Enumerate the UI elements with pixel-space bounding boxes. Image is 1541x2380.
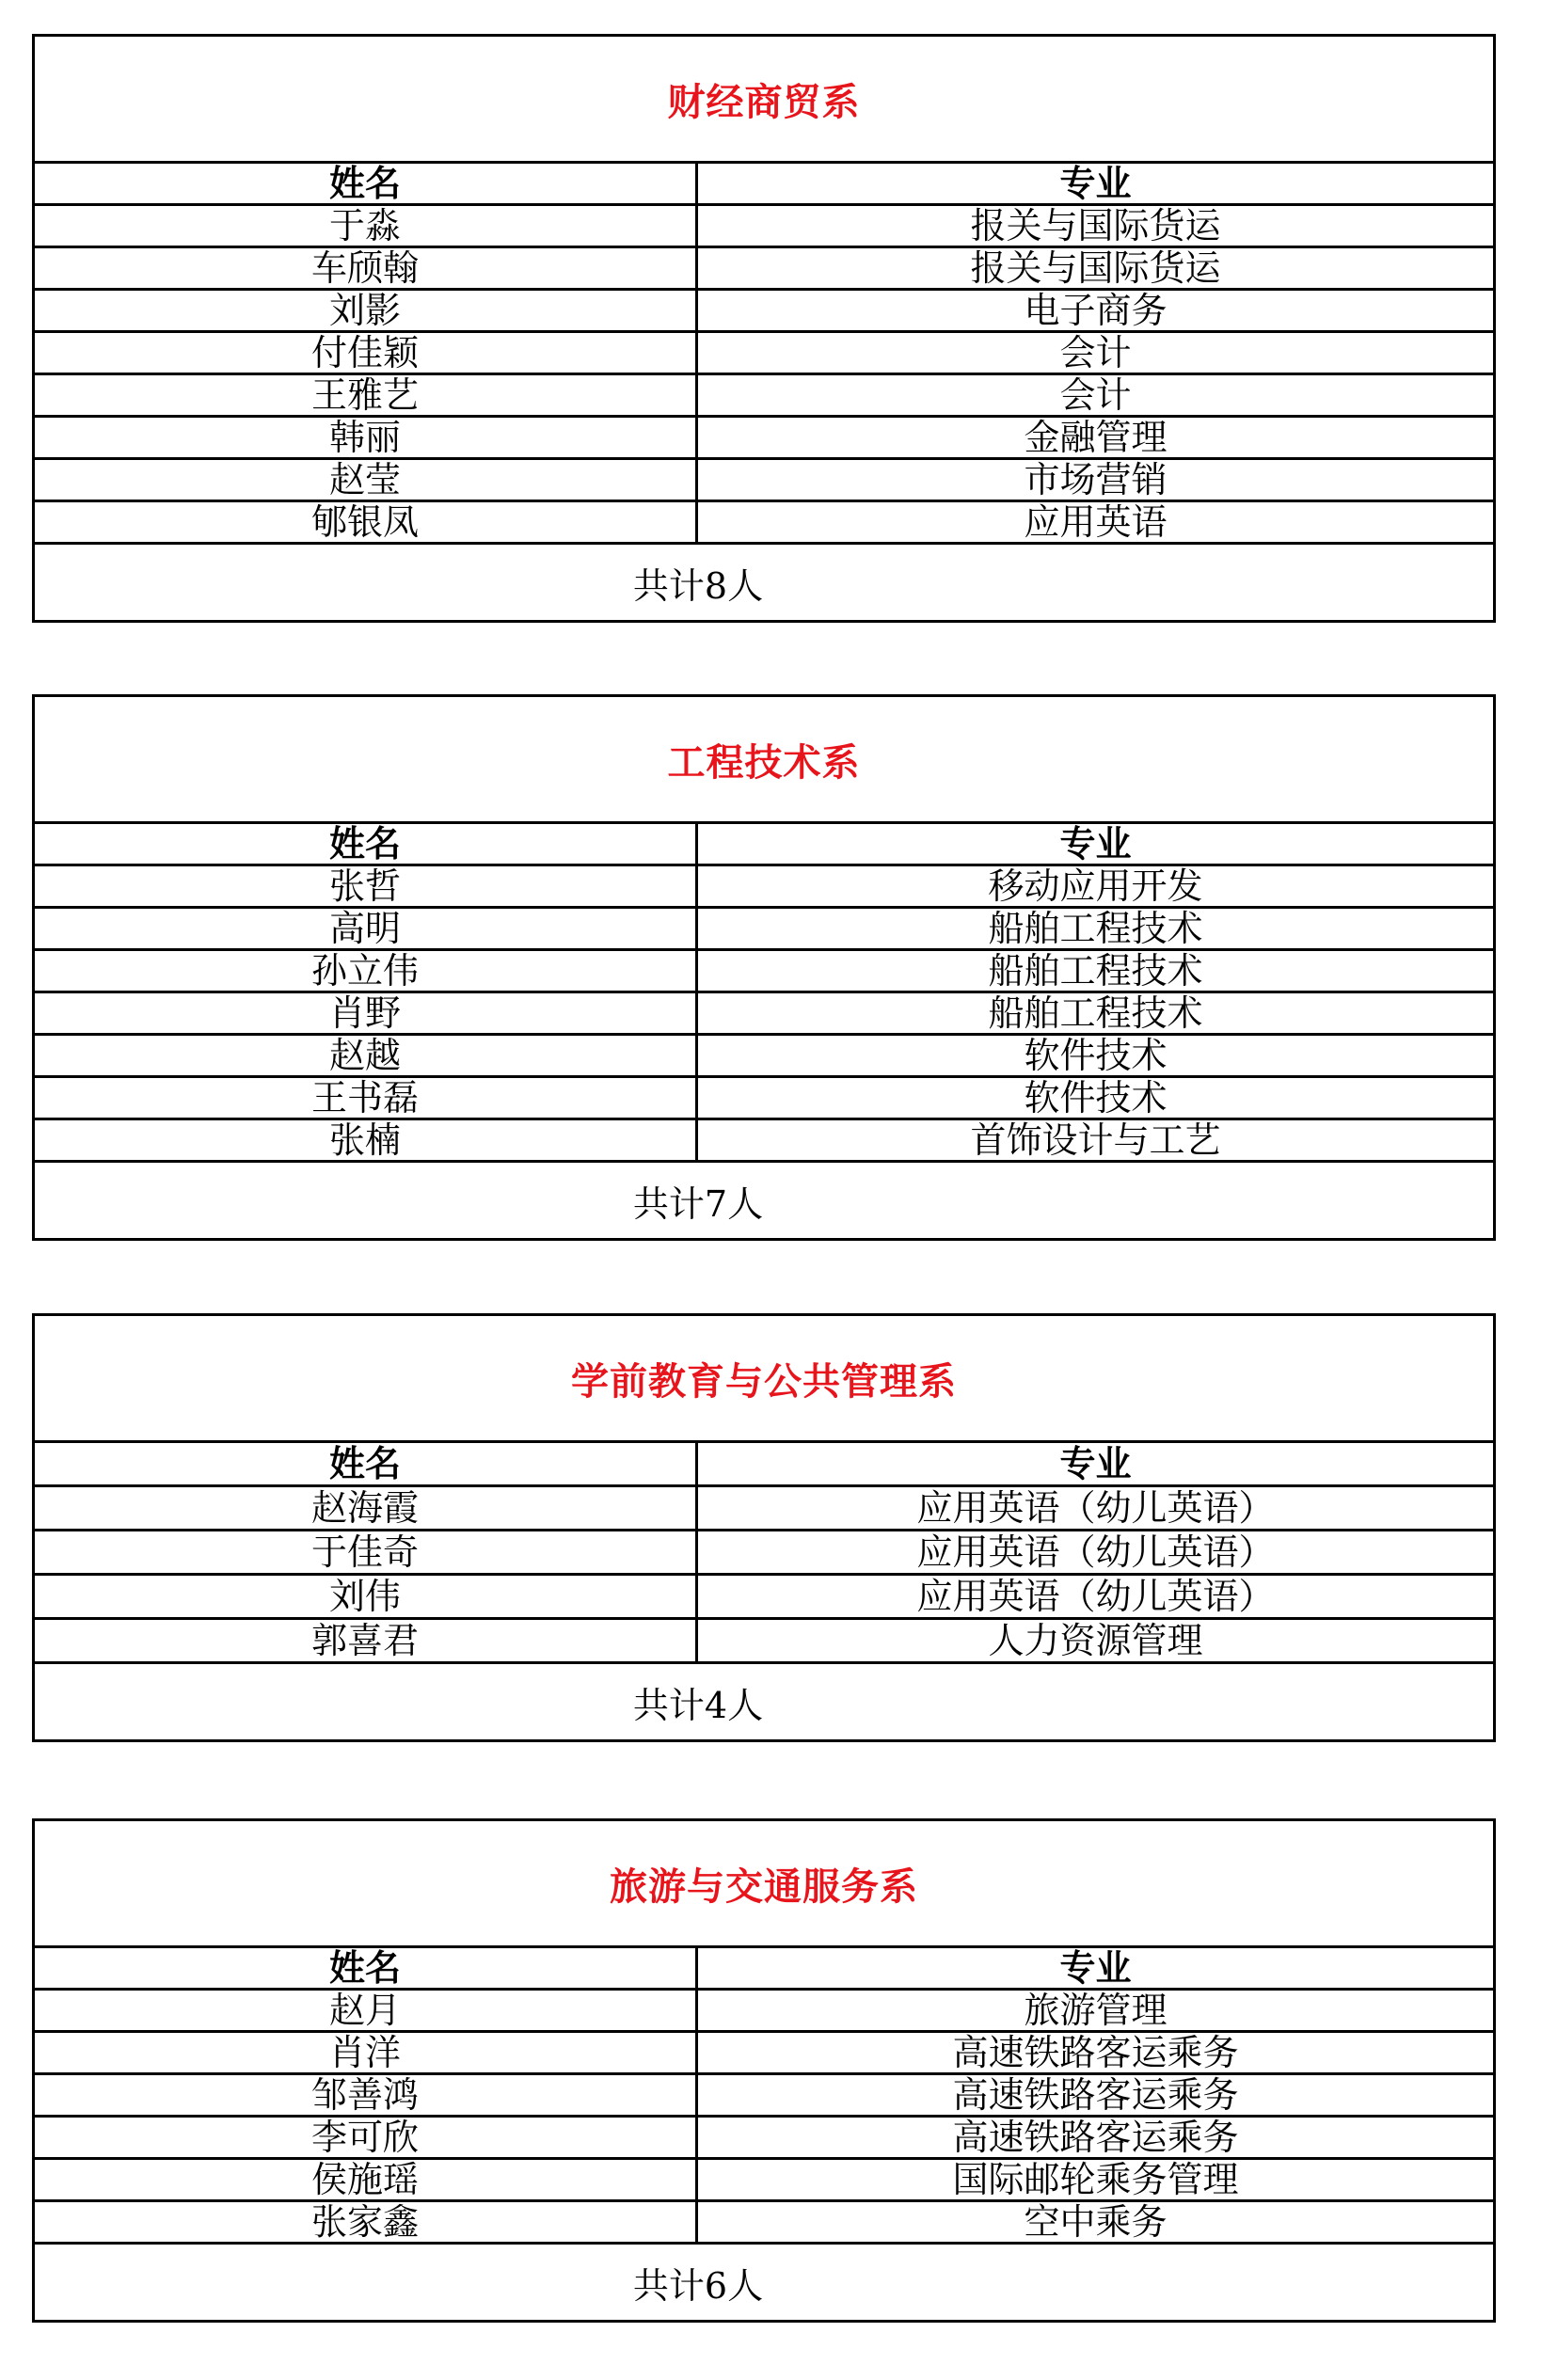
major-cell: 应用英语 <box>1024 502 1168 542</box>
student-name-cell: 李可欣 <box>35 2118 698 2157</box>
major-cell: 移动应用开发 <box>988 866 1203 906</box>
major-cell: 船舶工程技术 <box>988 993 1203 1033</box>
student-name-cell: 郭喜君 <box>35 1620 698 1661</box>
table-header-row <box>35 164 1493 206</box>
table-row <box>35 1036 1493 1078</box>
table-row <box>35 1576 1493 1620</box>
student-name-cell: 赵莹 <box>35 460 698 500</box>
table-row <box>35 418 1493 460</box>
table-row <box>35 1078 1493 1120</box>
major-column-header: 专业 <box>1059 1443 1132 1484</box>
name-column-header: 姓名 <box>35 164 698 203</box>
student-name-cell: 刘伟 <box>35 1576 698 1617</box>
major-cell: 应用英语（幼儿英语） <box>916 1487 1275 1529</box>
major-cell: 软件技术 <box>1024 1036 1168 1075</box>
table-header-row <box>35 824 1493 866</box>
major-cell: 会计 <box>1059 333 1132 373</box>
student-name-cell: 张楠 <box>35 1120 698 1160</box>
major-column-header: 专业 <box>1059 1948 1132 1988</box>
student-name-cell: 邹善鸿 <box>35 2075 698 2115</box>
table-row <box>35 866 1493 909</box>
student-name-cell: 赵海霞 <box>35 1487 698 1529</box>
major-cell: 电子商务 <box>1024 291 1168 330</box>
student-name-cell: 车颀翰 <box>35 248 698 288</box>
name-column-header: 姓名 <box>35 824 698 864</box>
major-cell: 旅游管理 <box>1024 1991 1168 2030</box>
student-name-cell: 高明 <box>35 909 698 948</box>
table-row <box>35 1487 1493 1531</box>
student-name-cell: 于佳奇 <box>35 1531 698 1573</box>
major-cell: 应用英语（幼儿英语） <box>916 1576 1275 1617</box>
table-row <box>35 206 1493 248</box>
table-row <box>35 993 1493 1036</box>
student-name-cell: 孙立伟 <box>35 951 698 991</box>
department-section <box>32 694 1496 1241</box>
major-cell: 高速铁路客运乘务 <box>952 2118 1239 2157</box>
major-cell: 高速铁路客运乘务 <box>952 2033 1239 2072</box>
table-row <box>35 375 1493 418</box>
major-cell: 软件技术 <box>1024 1078 1168 1118</box>
department-section <box>32 1313 1496 1742</box>
total-count: 共计6人 <box>632 2264 764 2307</box>
student-name-cell: 肖野 <box>35 993 698 1033</box>
student-name-cell: 王雅艺 <box>35 375 698 415</box>
student-name-cell: 韩丽 <box>35 418 698 457</box>
student-name-cell: 刘影 <box>35 291 698 330</box>
table-row <box>35 502 1493 545</box>
table-row <box>35 2118 1493 2160</box>
major-column-header: 专业 <box>1059 824 1132 864</box>
department-title: 工程技术系 <box>35 697 1493 824</box>
student-name-cell: 王书磊 <box>35 1078 698 1118</box>
major-cell: 报关与国际货运 <box>970 248 1221 288</box>
table-row <box>35 909 1493 951</box>
major-cell: 首饰设计与工艺 <box>970 1120 1221 1160</box>
table-row <box>35 291 1493 333</box>
major-cell: 船舶工程技术 <box>988 909 1203 948</box>
table-row <box>35 2075 1493 2118</box>
student-name-cell: 于淼 <box>35 206 698 246</box>
table-row <box>35 1120 1493 1163</box>
table-row <box>35 460 1493 502</box>
major-cell: 船舶工程技术 <box>988 951 1203 991</box>
department-section <box>32 34 1496 623</box>
table-row <box>35 2033 1493 2075</box>
table-header-row <box>35 1948 1493 1991</box>
table-row <box>35 248 1493 291</box>
major-cell: 市场营销 <box>1024 460 1168 500</box>
table-row <box>35 2202 1493 2245</box>
department-section <box>32 1818 1496 2323</box>
table-row <box>35 333 1493 375</box>
student-name-cell: 付佳颖 <box>35 333 698 373</box>
department-title: 学前教育与公共管理系 <box>35 1316 1493 1443</box>
total-count: 共计7人 <box>632 1182 764 1225</box>
table-header-row <box>35 1443 1493 1487</box>
student-name-cell: 赵越 <box>35 1036 698 1075</box>
major-cell: 会计 <box>1059 375 1132 415</box>
table-row <box>35 2160 1493 2202</box>
major-cell: 应用英语（幼儿英语） <box>916 1531 1275 1573</box>
table-row <box>35 1620 1493 1664</box>
department-title: 旅游与交通服务系 <box>35 1821 1493 1948</box>
table-row <box>35 1531 1493 1576</box>
name-column-header: 姓名 <box>35 1443 698 1484</box>
total-count: 共计4人 <box>632 1684 764 1726</box>
student-name-cell: 张哲 <box>35 866 698 906</box>
major-cell: 国际邮轮乘务管理 <box>952 2160 1239 2199</box>
student-name-cell: 张家鑫 <box>35 2202 698 2242</box>
name-column-header: 姓名 <box>35 1948 698 1988</box>
table-row <box>35 951 1493 993</box>
student-name-cell: 赵月 <box>35 1991 698 2030</box>
student-name-cell: 郇银凤 <box>35 502 698 542</box>
student-name-cell: 侯施瑶 <box>35 2160 698 2199</box>
table-row <box>35 1991 1493 2033</box>
major-column-header: 专业 <box>1059 164 1132 203</box>
major-cell: 金融管理 <box>1024 418 1168 457</box>
student-name-cell: 肖洋 <box>35 2033 698 2072</box>
major-cell: 报关与国际货运 <box>970 206 1221 246</box>
total-count: 共计8人 <box>632 564 764 607</box>
department-title: 财经商贸系 <box>35 37 1493 164</box>
major-cell: 空中乘务 <box>1024 2202 1168 2242</box>
major-cell: 高速铁路客运乘务 <box>952 2075 1239 2115</box>
major-cell: 人力资源管理 <box>988 1620 1203 1661</box>
